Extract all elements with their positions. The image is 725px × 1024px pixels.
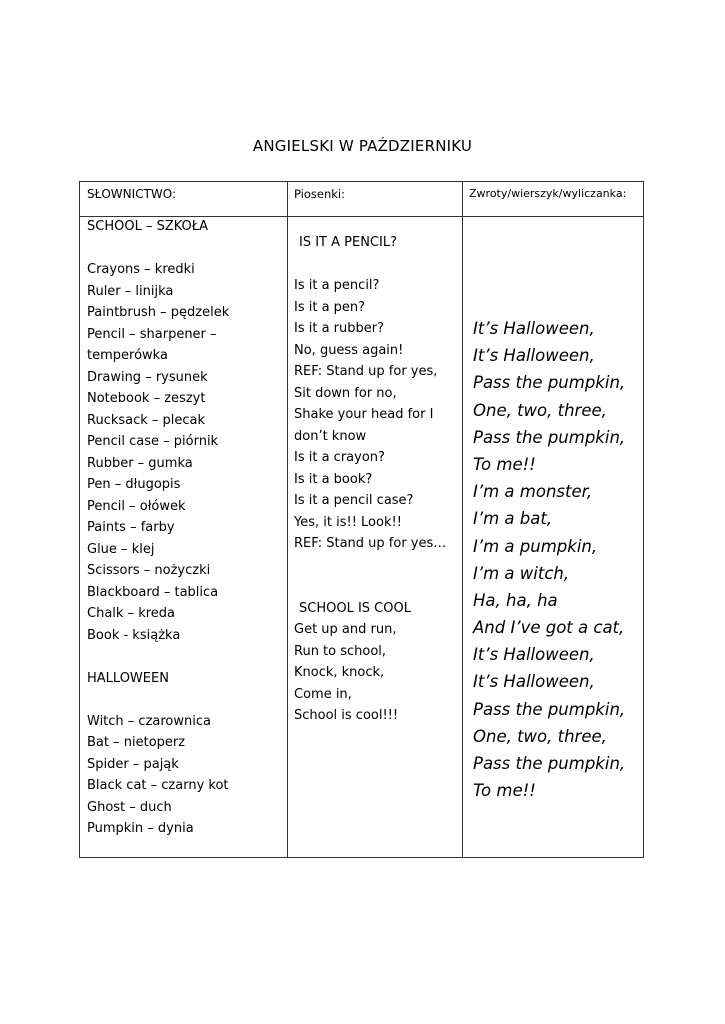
song-line: Sit down for no, <box>294 385 397 401</box>
song-title: SCHOOL IS COOL <box>299 600 411 616</box>
vocabulary-item: Rucksack – plecak <box>87 412 206 428</box>
song-line: Is it a book? <box>294 471 373 487</box>
poem-line: I’m a bat, <box>473 509 553 529</box>
poem-line: Pass the pumpkin, <box>473 427 626 447</box>
poem-line: I’m a monster, <box>473 482 593 502</box>
poem-line: Pass the pumpkin, <box>473 699 626 719</box>
header-phrases: Zwroty/wierszyk/wyliczanka: <box>469 187 627 200</box>
spacer <box>87 646 229 668</box>
vocabulary-heading: SCHOOL – SZKOŁA <box>87 219 208 234</box>
poem-line: One, two, three, <box>473 400 607 420</box>
vocabulary-heading: HALLOWEEN <box>87 670 169 686</box>
poem-line: Ha, ha, ha <box>473 590 558 610</box>
poem-line: It’s Halloween, <box>473 645 595 665</box>
poem-line: Pass the pumpkin, <box>473 373 626 393</box>
vocabulary-item: Bat – nietoperz <box>87 735 186 750</box>
song-line: Get up and run, <box>294 622 397 637</box>
song-line: School is cool!!! <box>294 708 399 723</box>
poem-line: It’s Halloween, <box>473 346 595 366</box>
song-line: Is it a rubber? <box>294 321 385 336</box>
vocabulary-item: Rubber – gumka <box>87 455 193 471</box>
vocabulary-item: Blackboard – tablica <box>87 584 219 600</box>
vocabulary-item: Book - książka <box>87 627 181 643</box>
song-line: Run to school, <box>294 643 387 659</box>
vocabulary-item: Paintbrush – pędzelek <box>87 305 230 320</box>
poem-line: To me!! <box>473 454 536 474</box>
song-line: Come in, <box>294 686 352 702</box>
poem-line: It’s Halloween, <box>473 672 595 692</box>
poem-line: I’m a witch, <box>473 563 570 583</box>
vocabulary-item: Drawing – rysunek <box>87 369 208 385</box>
song-line: Is it a pen? <box>294 299 366 315</box>
vocabulary-item: Ruler – linijka <box>87 283 174 299</box>
vocabulary-item: temperówka <box>87 348 168 363</box>
song-line: Knock, knock, <box>294 665 385 680</box>
songs-column <box>294 232 446 727</box>
vocabulary-item: Chalk – kreda <box>87 606 175 621</box>
poem-line: To me!! <box>473 781 536 801</box>
vocabulary-item: Witch – czarownica <box>87 713 211 729</box>
poem-line: It’s Halloween, <box>473 319 595 338</box>
vocabulary-item: Notebook – zeszyt <box>87 391 206 406</box>
song-line: Is it a pencil? <box>294 278 380 293</box>
song-line: Shake your head for I <box>294 407 434 422</box>
vocabulary-item: Pencil case – piórnik <box>87 434 219 449</box>
song-line: REF: Stand up for yes, <box>294 364 438 379</box>
vocabulary-item: Pencil – sharpener – <box>87 326 217 342</box>
vocabulary-item: Crayons – kredki <box>87 262 195 277</box>
poem-line: Pass the pumpkin, <box>473 754 626 773</box>
vocabulary-item: Black cat – czarny kot <box>87 778 229 793</box>
spacer <box>294 576 446 598</box>
column-divider <box>462 182 463 857</box>
song-line: No, guess again! <box>294 342 404 358</box>
song-line: Is it a crayon? <box>294 450 385 465</box>
vocabulary-item: Glue – klej <box>87 541 155 557</box>
song-line: Yes, it is!! Look!! <box>294 514 402 530</box>
vocabulary-item: Scissors – nożyczki <box>87 563 211 578</box>
song-line: REF: Stand up for yes… <box>294 536 447 551</box>
vocabulary-item: Ghost – duch <box>87 799 172 815</box>
content-table <box>79 181 644 858</box>
vocabulary-item: Spider – pająk <box>87 756 179 772</box>
spacer <box>294 254 446 276</box>
spacer <box>294 555 446 577</box>
vocabulary-item: Pencil – ołówek <box>87 498 186 514</box>
vocabulary-column <box>87 216 229 840</box>
page-title: ANGIELSKI W PAŹDZIERNIKU <box>252 137 473 155</box>
song-line: Is it a pencil case? <box>294 493 414 508</box>
vocabulary-item: Pumpkin – dynia <box>87 821 194 836</box>
poem-column <box>473 315 625 804</box>
column-divider <box>287 182 288 857</box>
spacer <box>87 689 229 711</box>
header-songs: Piosenki: <box>294 187 345 201</box>
song-line: don’t know <box>294 428 367 444</box>
poem-line: One, two, three, <box>473 726 607 746</box>
vocabulary-item: Paints – farby <box>87 520 175 535</box>
header-vocabulary: SŁOWNICTWO: <box>87 187 177 201</box>
vocabulary-item: Pen – długopis <box>87 477 181 492</box>
poem-line: And I’ve got a cat, <box>473 618 625 638</box>
poem-line: I’m a pumpkin, <box>473 536 598 556</box>
spacer <box>87 238 229 260</box>
song-title: IS IT A PENCIL? <box>299 235 397 250</box>
